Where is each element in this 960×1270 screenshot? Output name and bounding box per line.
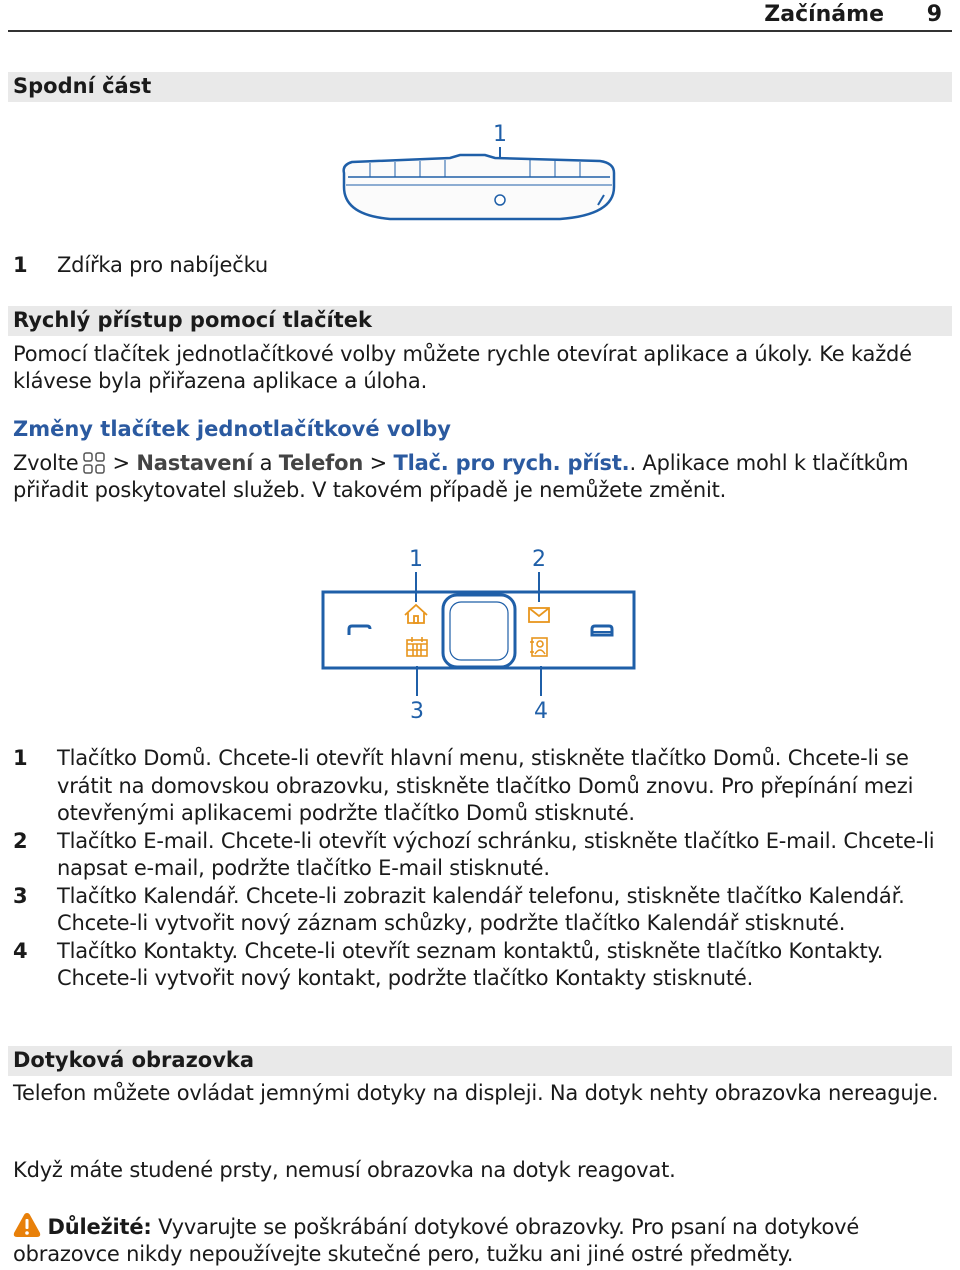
item-number: 1	[13, 253, 28, 277]
separator: >	[112, 451, 130, 475]
item-number: 1	[13, 746, 28, 770]
item-text: Zdířka pro nabíječku	[57, 253, 269, 277]
subheading: Změny tlačítek jednotlačítkové volby	[13, 417, 451, 441]
list-item	[13, 252, 950, 280]
item-number: 3	[13, 883, 28, 908]
list-item	[13, 938, 950, 993]
section-heading-quick-access	[8, 306, 952, 336]
separator: >	[369, 451, 387, 475]
menu-path-quick-keys: Tlač. pro rych. příst.	[393, 451, 630, 475]
note-text: Vyvarujte se poškrábání dotykové obrazovky. Pro psaní na dotykové obrazovce nikdy nepoužívejte skutečné pero, tužku ani jiné ostré předměty.	[13, 1215, 860, 1266]
section-title: Spodní část	[13, 74, 152, 98]
mail-icon	[529, 608, 549, 622]
item-text: Tlačítko Kontakty. Chcete-li otevřít seznam kontaktů, stiskněte tlačítko Kontakty. Chcete-li vytvořit nový kontakt, podržte tlačítko Kontakty stisknuté.	[57, 938, 884, 990]
warning-icon	[13, 1212, 41, 1238]
conjunction: a	[259, 451, 273, 475]
chapter-title: Začínáme	[764, 2, 884, 27]
callout-4: 4	[534, 699, 548, 724]
home-icon	[405, 605, 427, 623]
list-item	[13, 828, 950, 883]
section-heading-touchscreen	[8, 1046, 952, 1076]
callout-1: 1	[409, 547, 423, 572]
menu-path-settings: Nastavení	[136, 451, 254, 475]
bottom-parts-list	[13, 252, 950, 280]
word-zvolte: Zvolte	[13, 451, 79, 475]
page-number: 9	[926, 2, 942, 27]
callout-3: 3	[410, 699, 424, 724]
phone-bottom-illustration	[330, 115, 630, 230]
section-title: Dotyková obrazovka	[13, 1048, 255, 1072]
instructions-paragraph	[13, 450, 950, 504]
quick-keys-illustration	[318, 540, 643, 725]
touch-paragraph-1: Telefon můžete ovládat jemnými dotyky na displeji. Na dotyk nehty obrazovka nereaguje.	[13, 1081, 939, 1105]
menu-grid-icon	[82, 451, 106, 475]
quick-keys-list	[13, 745, 950, 993]
page-header	[8, 0, 952, 32]
item-text: Tlačítko Kalendář. Chcete-li zobrazit kalendář telefonu, stiskněte tlačítko Kalendář. Chcete-li vytvořit nový záznam schůzky, podržte tlačítko Kalendář stisknuté.	[57, 883, 905, 935]
callout-1: 1	[493, 122, 507, 147]
contacts-icon	[530, 638, 547, 656]
menu-path-phone: Telefon	[278, 451, 364, 475]
callout-2: 2	[532, 547, 546, 572]
important-note	[13, 1212, 950, 1268]
item-number: 2	[13, 828, 28, 853]
item-text: Tlačítko Domů. Chcete-li otevřít hlavní menu, stiskněte tlačítko Domů. Chcete-li se vrátit na domovskou obrazovku, stiskněte tlačítko Domů znovu. Pro přepínání mezi otevřenými aplikacemi podržte tlačítko Domů stisknuté.	[57, 746, 914, 825]
calendar-icon	[407, 637, 427, 656]
touch-paragraph-2: Když máte studené prsty, nemusí obrazovka na dotyk reagovat.	[13, 1158, 676, 1182]
section-title: Rychlý přístup pomocí tlačítek	[13, 308, 372, 332]
item-number: 4	[13, 938, 28, 963]
intro-paragraph: Pomocí tlačítek jednotlačítkové volby můžete rychle otevírat aplikace a úkoly. Ke každé klávese byla přiřazena aplikace a úloha.	[13, 342, 912, 393]
item-text: Tlačítko E-mail. Chcete-li otevřít výchozí schránku, stiskněte tlačítko E-mail. Chcete-li napsat e-mail, podržte tlačítko E-mail stisknuté.	[57, 828, 935, 880]
list-item	[13, 883, 950, 938]
instructions-rest: . Aplikace mohl k tlačítkům přiřadit poskytovatel služeb. V takovém případě je nemůžete změnit.	[13, 451, 909, 502]
note-label: Důležité:	[47, 1215, 152, 1239]
list-item	[13, 745, 950, 828]
section-heading-bottom	[8, 72, 952, 102]
